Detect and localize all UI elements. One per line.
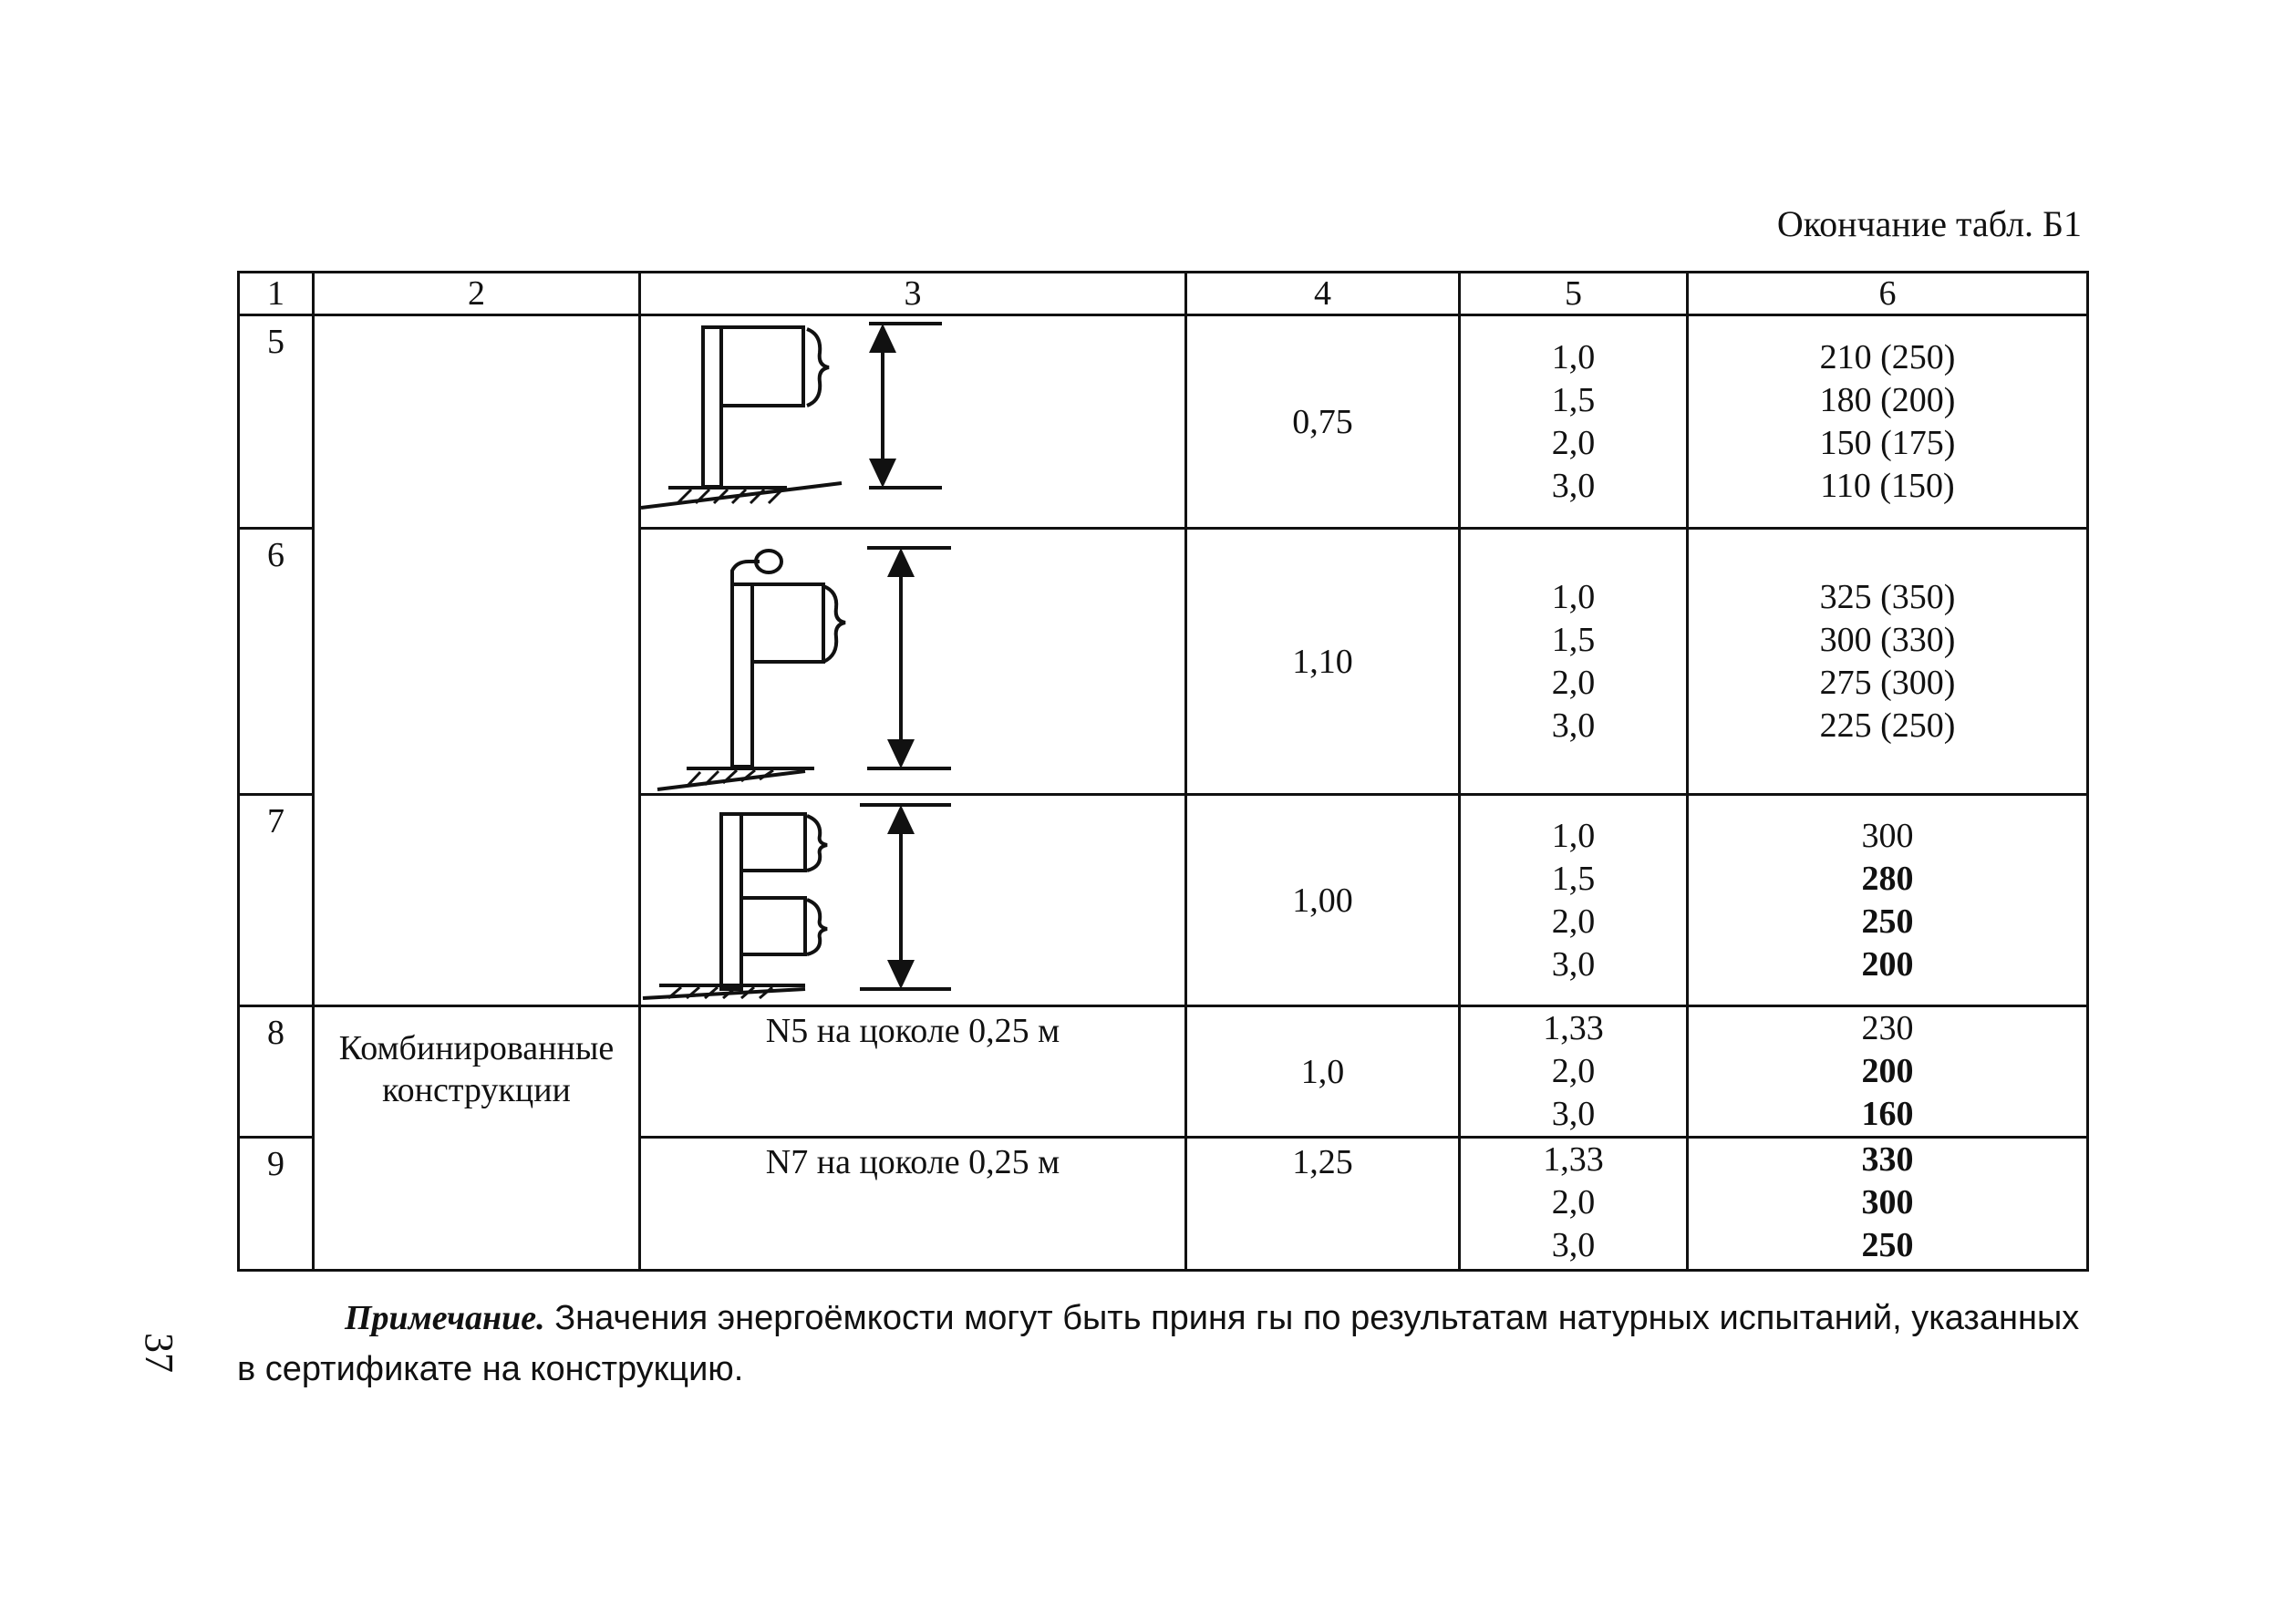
col6-value: 280 (1861, 859, 1914, 898)
col3-text: N5 на цоколе 0,25 м (640, 1006, 1186, 1138)
col5-values (1460, 529, 1688, 795)
row-number: 8 (239, 1006, 314, 1138)
note-label: Примечание. (345, 1299, 545, 1337)
note-line-1 (237, 1293, 2086, 1344)
col5-value: 1,5 (1551, 380, 1596, 419)
col5-value: 1,33 (1543, 1140, 1604, 1179)
header-cell: 5 (1460, 273, 1688, 315)
col6-values (1688, 1006, 2088, 1138)
col6-values (1688, 529, 2088, 795)
construction-sketch-5 (640, 315, 1186, 529)
col4-value: 1,10 (1186, 529, 1460, 795)
col5-value: 1,0 (1551, 577, 1596, 616)
table-caption: Окончание табл. Б1 (1776, 203, 2082, 244)
col5-value: 3,0 (1551, 706, 1596, 745)
construction-sketch-7 (640, 795, 1186, 1006)
col4-value: 0,75 (1186, 315, 1460, 529)
double-barrier-sketch-icon (641, 796, 1187, 1007)
col6-value: 230 (1861, 1009, 1914, 1047)
header-cell: 4 (1186, 273, 1460, 315)
col6-value: 330 (1861, 1140, 1914, 1179)
col6-value: 200 (1861, 1052, 1914, 1090)
construction-type-label: Комбинированные конструкции (338, 1029, 615, 1109)
construction-type (314, 1006, 640, 1271)
col6-value: 160 (1861, 1095, 1914, 1133)
col6-values (1688, 1138, 2088, 1271)
row-number: 5 (239, 315, 314, 529)
energy-table (237, 271, 2089, 1272)
col6-value: 325 (350) (1819, 577, 1956, 616)
note-text-1: Значения энергоёмкости могут быть приня гы по результатам натурных испытаний, указанных (544, 1299, 2080, 1337)
col5-values (1460, 315, 1688, 529)
col4-value: 1,0 (1186, 1006, 1460, 1138)
col6-value: 300 (1861, 816, 1914, 855)
page-number: 37 (137, 1333, 181, 1373)
note-line-2: в сертификате на конструкцию. (237, 1350, 744, 1388)
col6-value: 150 (175) (1819, 423, 1956, 462)
col6-value: 210 (250) (1819, 337, 1956, 376)
barrier-with-lamp-sketch-icon (641, 530, 1187, 796)
construction-sketch-6 (640, 529, 1186, 795)
col6-value: 275 (300) (1819, 663, 1956, 702)
col6-value: 200 (1861, 944, 1914, 984)
col5-value: 3,0 (1551, 1226, 1596, 1264)
col5-values (1460, 1138, 1688, 1271)
table-row (239, 1006, 2088, 1138)
header-cell: 1 (239, 273, 314, 315)
col5-value: 1,5 (1551, 859, 1596, 898)
col5-value: 2,0 (1551, 902, 1596, 941)
col5-value: 1,5 (1551, 620, 1596, 659)
col6-value: 180 (200) (1819, 380, 1956, 419)
header-cell: 3 (640, 273, 1186, 315)
col3-text: N7 на цоколе 0,25 м (640, 1138, 1186, 1271)
col5-value: 1,33 (1543, 1009, 1604, 1047)
col4-value: 1,00 (1186, 795, 1460, 1006)
col5-value: 1,0 (1551, 816, 1596, 855)
col6-values (1688, 795, 2088, 1006)
header-row (239, 273, 2088, 315)
header-cell: 6 (1688, 273, 2088, 315)
col4-value: 1,25 (1186, 1138, 1460, 1271)
col5-value: 2,0 (1551, 1183, 1596, 1221)
header-cell: 2 (314, 273, 640, 315)
col6-value: 250 (1861, 1226, 1914, 1264)
col5-value: 3,0 (1551, 944, 1596, 984)
col5-value: 2,0 (1551, 1052, 1596, 1090)
barrier-sketch-icon (641, 316, 1187, 530)
col6-value: 110 (150) (1820, 466, 1955, 505)
col5-value: 2,0 (1551, 423, 1596, 462)
col6-value: 250 (1861, 902, 1914, 941)
col5-value: 3,0 (1551, 1095, 1596, 1133)
table-note (237, 1293, 2086, 1395)
col5-values (1460, 795, 1688, 1006)
col5-value: 1,0 (1551, 337, 1596, 376)
col5-value: 3,0 (1551, 466, 1596, 505)
col6-value: 300 (330) (1819, 620, 1956, 659)
row-number: 6 (239, 529, 314, 795)
empty-cell (314, 315, 640, 1006)
col6-value: 225 (250) (1819, 706, 1956, 745)
row-number: 7 (239, 795, 314, 1006)
col6-value: 300 (1861, 1183, 1914, 1221)
col5-value: 2,0 (1551, 663, 1596, 702)
col5-values (1460, 1006, 1688, 1138)
table-row (239, 315, 2088, 529)
row-number: 9 (239, 1138, 314, 1271)
col6-values (1688, 315, 2088, 529)
